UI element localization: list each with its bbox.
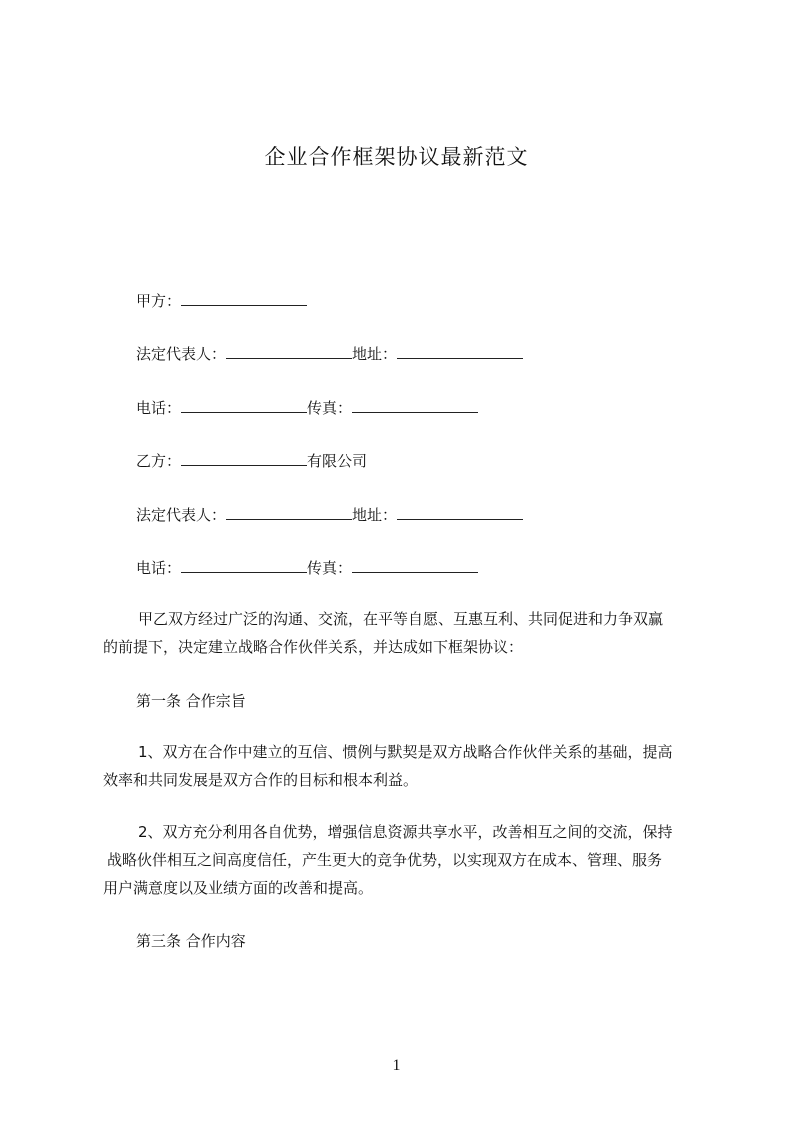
preamble-line-1: 甲乙双方经过广泛的沟通、交流，在平等自愿、互惠互利、共同促进和力争双赢 (138, 610, 664, 628)
article-1-item-1-line-1: 1、双方在合作中建立的互信、惯例与默契是双方战略合作伙伴关系的基础，提高 (138, 743, 673, 761)
preamble-paragraph (103, 605, 713, 661)
party-b-blank (181, 451, 307, 466)
party-b-phone-blank (181, 558, 307, 573)
page-number: 1 (392, 1057, 401, 1074)
party-a-address-label: 地址： (352, 345, 398, 363)
article-1-heading: 第一条 合作宗旨 (136, 692, 246, 710)
party-a-rep-blank (226, 344, 352, 359)
article-1-item-2-line-2: 战略伙伴相互之间高度信任，产生更大的竞争优势，以实现双方在成本、管理、服务 (107, 851, 663, 869)
party-a-fax-label: 传真： (307, 399, 353, 417)
party-b-address-label: 地址： (352, 506, 398, 524)
article-3-heading: 第三条 合作内容 (136, 932, 246, 950)
party-a-address-blank (397, 344, 523, 359)
party-b-phone-label: 电话： (136, 559, 182, 577)
party-b-rep-label: 法定代表人： (136, 506, 227, 524)
article-1-item-1 (103, 738, 713, 794)
article-1-item-2-line-3: 用户满意度以及业绩方面的改善和提高。 (103, 879, 374, 897)
party-a-fax-blank (352, 398, 478, 413)
document-title: 企业合作框架协议最新范文 (264, 145, 529, 169)
party-b-fax-label: 传真： (307, 559, 353, 577)
preamble-line-2: 的前提下，决定建立战略合作伙伴关系，并达成如下框架协议： (103, 638, 524, 656)
party-b-label: 乙方： (136, 452, 182, 470)
party-a-phone-label: 电话： (136, 399, 182, 417)
party-a-rep-line (136, 344, 523, 364)
party-b-rep-blank (226, 505, 352, 520)
party-b-fax-blank (352, 558, 478, 573)
party-b-line (136, 451, 367, 471)
article-1-item-2-line-1: 2、双方充分利用各自优势，增强信息资源共享水平，改善相互之间的交流，保持 (138, 823, 673, 841)
article-1-item-2 (103, 818, 713, 902)
party-b-contact-line (136, 558, 478, 578)
party-a-line (136, 291, 307, 311)
party-a-blank (181, 291, 307, 306)
party-a-phone-blank (181, 398, 307, 413)
article-1-item-1-line-2: 效率和共同发展是双方合作的目标和根本利益。 (103, 771, 419, 789)
party-a-rep-label: 法定代表人： (136, 345, 227, 363)
party-a-contact-line (136, 398, 478, 418)
party-b-address-blank (397, 505, 523, 520)
party-b-suffix: 有限公司 (307, 452, 368, 470)
party-b-rep-line (136, 505, 523, 525)
party-a-label: 甲方： (136, 292, 182, 310)
